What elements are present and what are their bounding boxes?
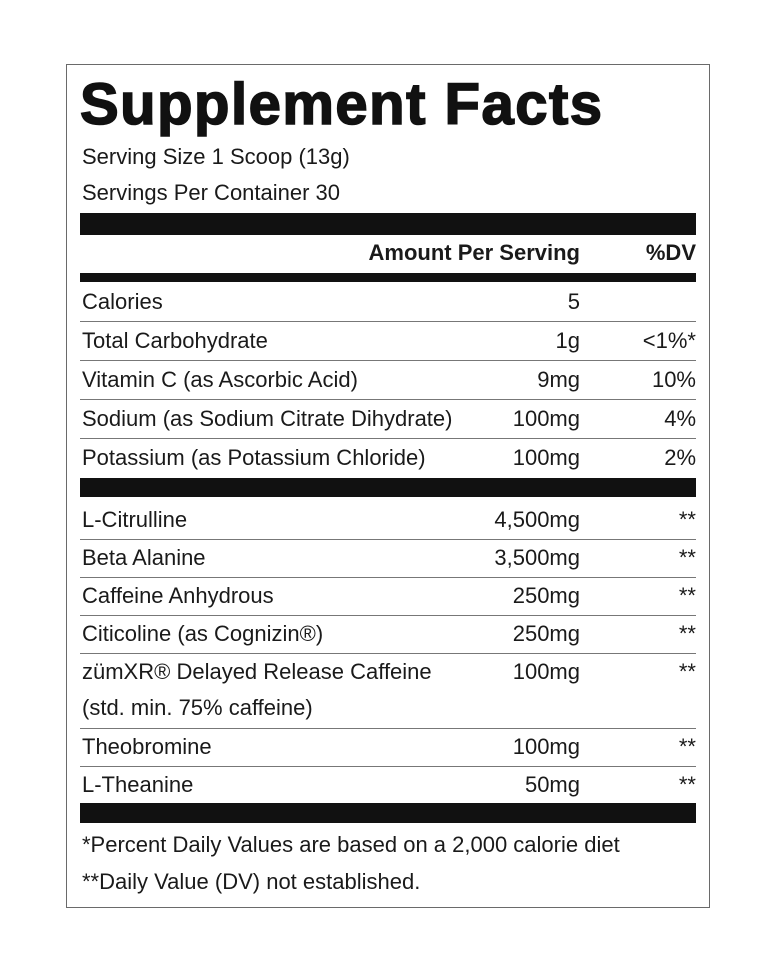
nutrient-amount: 100mg <box>512 445 580 470</box>
thick-divider <box>80 803 696 823</box>
row-divider <box>80 539 696 540</box>
thick-divider <box>80 213 696 235</box>
footnote-dv-not-established: **Daily Value (DV) not established. <box>82 869 421 894</box>
nutrient-dv: 10% <box>651 367 696 392</box>
ingredient-name: Beta Alanine <box>82 545 206 570</box>
row-divider <box>80 360 696 361</box>
ingredient-dv: ** <box>678 772 696 797</box>
nutrient-amount: 100mg <box>512 406 580 431</box>
ingredient-name-detail: (std. min. 75% caffeine) <box>82 695 313 720</box>
ingredient-amount: 250mg <box>512 583 580 608</box>
row-divider <box>80 728 696 729</box>
row-divider <box>80 766 696 767</box>
nutrient-name: Vitamin C (as Ascorbic Acid) <box>82 367 358 392</box>
ingredient-dv: ** <box>678 583 696 608</box>
ingredient-dv: ** <box>678 507 696 532</box>
ingredient-amount: 4,500mg <box>494 507 580 532</box>
nutrient-amount: 1g <box>555 328 580 353</box>
ingredient-amount: 50mg <box>524 772 580 797</box>
ingredient-amount: 100mg <box>512 659 580 684</box>
row-divider <box>80 438 696 439</box>
nutrient-dv: <1%* <box>642 328 696 353</box>
medium-divider <box>80 273 696 282</box>
serving-size: Serving Size 1 Scoop (13g) <box>82 144 350 169</box>
thick-divider <box>80 478 696 497</box>
row-divider <box>80 321 696 322</box>
ingredient-dv: ** <box>678 545 696 570</box>
ingredient-dv: ** <box>678 621 696 646</box>
nutrient-amount: 9mg <box>537 367 580 392</box>
row-divider <box>80 615 696 616</box>
nutrient-dv: 2% <box>664 445 696 470</box>
row-divider <box>80 577 696 578</box>
nutrient-amount: 5 <box>567 289 580 314</box>
nutrient-dv: 4% <box>664 406 696 431</box>
nutrient-name: Total Carbohydrate <box>82 328 268 353</box>
servings-per-container: Servings Per Container 30 <box>82 180 341 205</box>
nutrient-name: Sodium (as Sodium Citrate Dihydrate) <box>82 406 453 431</box>
ingredient-name: Caffeine Anhydrous <box>82 583 274 608</box>
ingredient-name: L-Citrulline <box>82 507 188 532</box>
ingredient-dv: ** <box>678 734 696 759</box>
ingredient-name: L-Theanine <box>82 772 194 797</box>
nutrient-name: Calories <box>82 289 163 314</box>
footnote-percent-dv: *Percent Daily Values are based on a 2,000 calorie diet <box>82 832 620 857</box>
row-divider <box>80 399 696 400</box>
row-divider <box>80 653 696 654</box>
ingredient-dv: ** <box>678 659 696 684</box>
ingredient-amount: 250mg <box>512 621 580 646</box>
ingredient-name: Citicoline (as Cognizin®) <box>82 621 324 646</box>
ingredient-name: Theobromine <box>82 734 212 759</box>
panel-title: Supplement Facts <box>80 72 604 137</box>
dv-header: %DV <box>645 240 696 265</box>
ingredient-name: zümXR® Delayed Release Caffeine <box>82 659 432 684</box>
nutrient-name: Potassium (as Potassium Chloride) <box>82 445 426 470</box>
ingredient-amount: 3,500mg <box>494 545 580 570</box>
ingredient-amount: 100mg <box>512 734 580 759</box>
amount-per-serving-header: Amount Per Serving <box>368 240 580 265</box>
